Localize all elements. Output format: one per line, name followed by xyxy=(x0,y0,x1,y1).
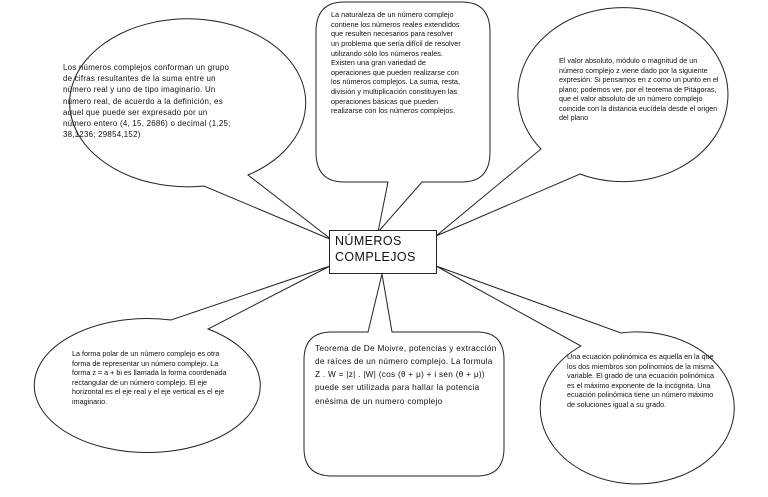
node-bottom-text: Teorema de De Moivre, potencias y extracción de raíces de un número complejo. La formula Z . W = |z| . |W| (cos (θ + μ) + i sen (θ + μ)) puede ser utilizada para hallar la potencia enésima de un numero complejo xyxy=(315,344,497,406)
central-topic-line1: NÚMEROS xyxy=(335,234,402,248)
node-left-text: Los números complejos conforman un grupo de cifras resultantes de la suma entre un número real y uno de tipo imaginario. Un número real, de acuerdo a la definición, es aquel que puede ser expresado por un número entero (4, 15, 2686) o decimal (1,25; 38,1236; 29854,152) xyxy=(63,63,231,140)
node-bottom-right-text: Una ecuación polinómica es aquella en la que los dos miembros son polinomios de la misma variable. El grado de una ecuación polinómica es el máximo exponente de la incógnita. Una ecuación polinómica tiene un número máximo de soluciones igual a su grado. xyxy=(567,352,715,409)
node-bottom-left-text: La forma polar de un número complejo es otra forma de representar un número complejo. La forma z = a + bi es llamada la forma coordenada rectangular de un número complejo. El eje horizontal es el eje real y el eje vertical es el eje imaginario. xyxy=(72,349,227,406)
central-topic-line2: COMPLEJOS xyxy=(335,249,416,264)
node-right-text: El valor absoluto, módulo o magnitud de un número complejo z viene dado por la siguiente expresión: Si pensamos en z como un punto en el plano; podemos ver, por el teorema de Pitágoras, que el valor absoluto de un número complejo coincide con la distancia eucídela desde el origen del plano xyxy=(559,56,719,122)
central-topic-box xyxy=(329,230,437,274)
node-top-text: La naturaleza de un número complejo contiene los números reales extendidos que resulten necesarios para resolver un problema que sería difícil de resolver utilizando sólo los números reales. Existen una gran variedad de operaciones que pueden realizarse con los números complejos. La suma, resta, división y multiplicación constituyen las operaciones básicas que pueden realizarse con los números complejos. xyxy=(331,10,461,116)
